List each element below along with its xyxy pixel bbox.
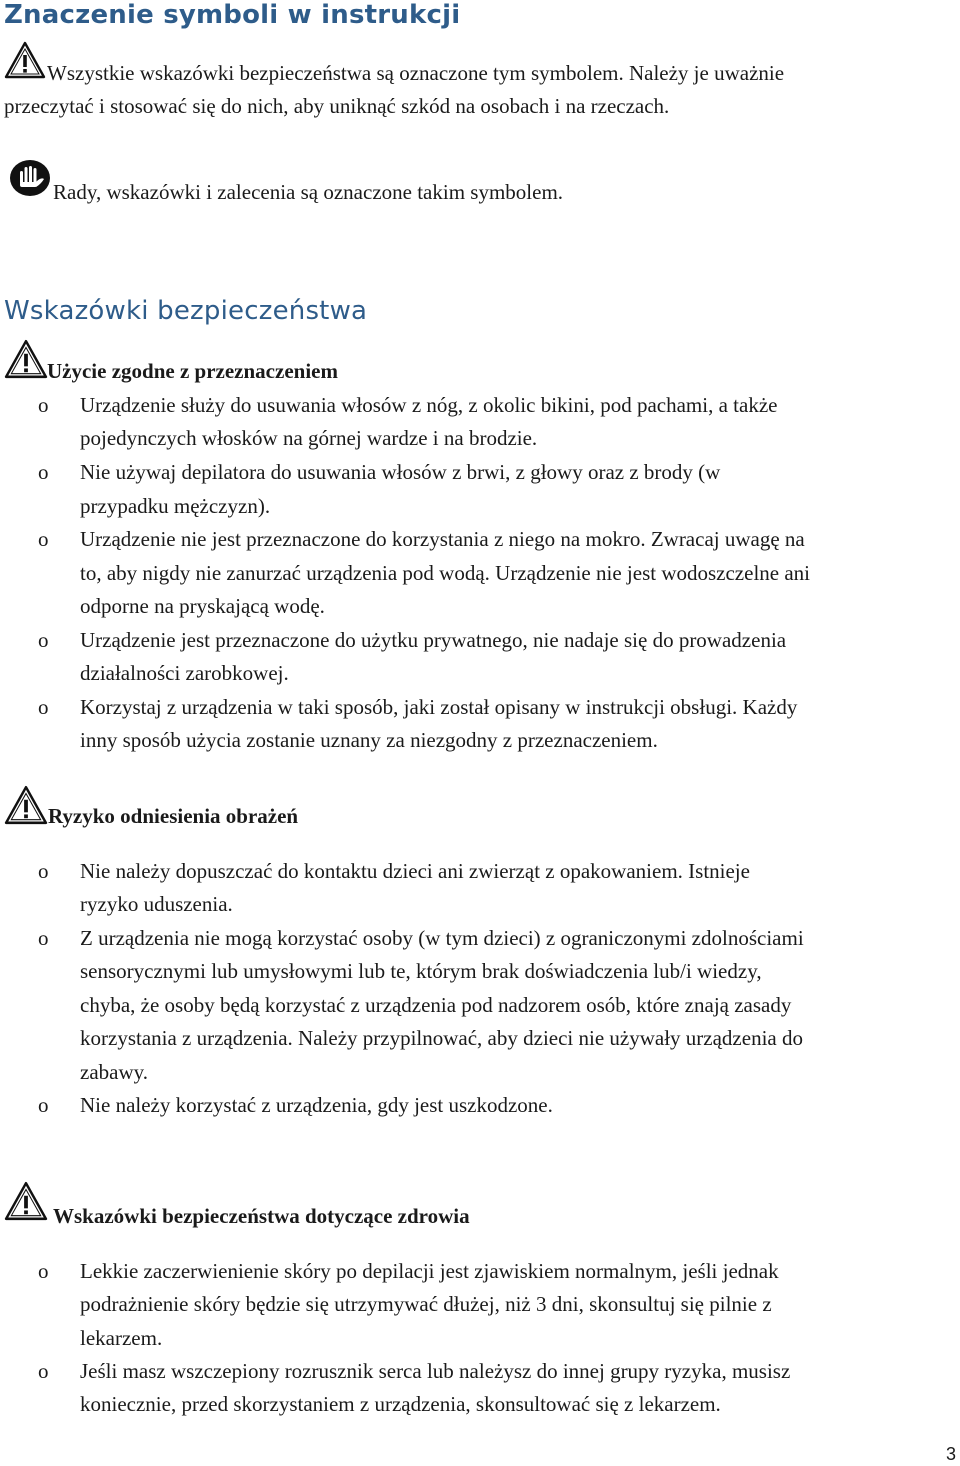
tip-symbol-text: Rady, wskazówki i zalecenia są oznaczone takim symbolem. [53,180,564,204]
list-item-line: Z urządzenia nie mogą korzystać osoby (w tym dzieci) z ograniczonymi zdolnościami [80,926,804,950]
list-item-line: Urządzenie jest przeznaczone do użytku prywatnego, nie nadaje się do prowadzenia [80,628,787,652]
list-item-line: działalności zarobkowej. [80,661,289,685]
list-item-line: to, aby nigdy nie zanurzać urządzenia pod wodą. Urządzenie nie jest wodoszczelne ani [80,561,811,585]
list-item-line: Lekkie zaczerwienienie skóry po depilacji jest zjawiskiem normalnym, jeśli jednak [80,1259,779,1283]
bullet-marker: o [38,460,49,484]
list-item-line: inny sposób użycia zostanie uznany za niezgodny z przeznaczeniem. [80,728,658,752]
bullet-marker: o [38,393,49,417]
bullet-marker: o [38,1093,49,1117]
bullet-marker: o [38,695,49,719]
bullet-marker: o [38,926,49,950]
list-item-line: Nie używaj depilatora do usuwania włosów z brwi, z głowy oraz z brody (w [80,460,721,484]
list-item-line: lekarzem. [80,1326,163,1350]
bullet-marker: o [38,527,49,551]
list-item-line: zabawy. [80,1060,149,1084]
bullet-marker: o [38,859,49,883]
section-title-safety: Wskazówki bezpieczeństwa [4,296,368,326]
warning-triangle-icon [4,784,48,826]
group-heading-intended-use: Użycie zgodne z przeznaczeniem [47,359,338,383]
group-heading-health: Wskazówki bezpieczeństwa dotyczące zdrowia [53,1204,470,1228]
section-title-symbols: Znaczenie symboli w instrukcji [4,0,461,30]
list-item-line: podrażnienie skóry będzie się utrzymywać dłużej, niż 3 dni, skonsultuj się pilnie z [80,1292,772,1316]
warning-triangle-icon [4,1180,48,1222]
bullet-marker: o [38,1259,49,1283]
list-item-line: koniecznie, przed skorzystaniem z urządzenia, skonsultować się z lekarzem. [80,1392,721,1416]
warning-triangle-icon [4,338,48,380]
group-heading-injury-risk: Ryzyko odniesienia obrażeń [48,804,299,828]
list-item-line: Urządzenie służy do usuwania włosów z nóg, z okolic bikini, pod pachami, a także [80,393,778,417]
bullet-marker: o [38,628,49,652]
list-item-line: korzystania z urządzenia. Należy przypilnować, aby dzieci nie używały urządzenia do [80,1026,803,1050]
list-item-line: odporne na pryskającą wodę. [80,594,325,618]
list-item-line: Urządzenie nie jest przeznaczone do korzystania z niego na mokro. Zwracaj uwagę na [80,527,805,551]
warning-symbol-text-line: przeczytać i stosować się do nich, aby uniknąć szkód na osobach i na rzeczach. [4,94,670,118]
hand-tip-icon [8,158,52,200]
page-number: 3 [946,1444,957,1464]
warning-symbol-text-line: Wszystkie wskazówki bezpieczeństwa są oznaczone tym symbolem. Należy je uważnie [47,61,785,85]
list-item-line: przypadku mężczyzn). [80,494,271,518]
warning-triangle-icon [4,40,46,80]
list-item-line: pojedynczych włosków na górnej wardze i na brodzie. [80,426,538,450]
list-item-line: Nie należy dopuszczać do kontaktu dzieci ani zwierząt z opakowaniem. Istnieje [80,859,750,883]
list-item-line: Korzystaj z urządzenia w taki sposób, jaki został opisany w instrukcji obsługi. Każdy [80,695,798,719]
list-item-line: Nie należy korzystać z urządzenia, gdy jest uszkodzone. [80,1093,553,1117]
bullet-marker: o [38,1359,49,1383]
list-item-line: sensorycznymi lub umysłowymi lub te, którym brak doświadczenia lub/i wiedzy, [80,959,762,983]
list-item-line: Jeśli masz wszczepiony rozrusznik serca lub należysz do innej grupy ryzyka, musisz [80,1359,791,1383]
list-item-line: ryzyko uduszenia. [80,892,233,916]
list-item-line: chyba, że osoby będą korzystać z urządzenia pod nadzorem osób, które znają zasady [80,993,792,1017]
